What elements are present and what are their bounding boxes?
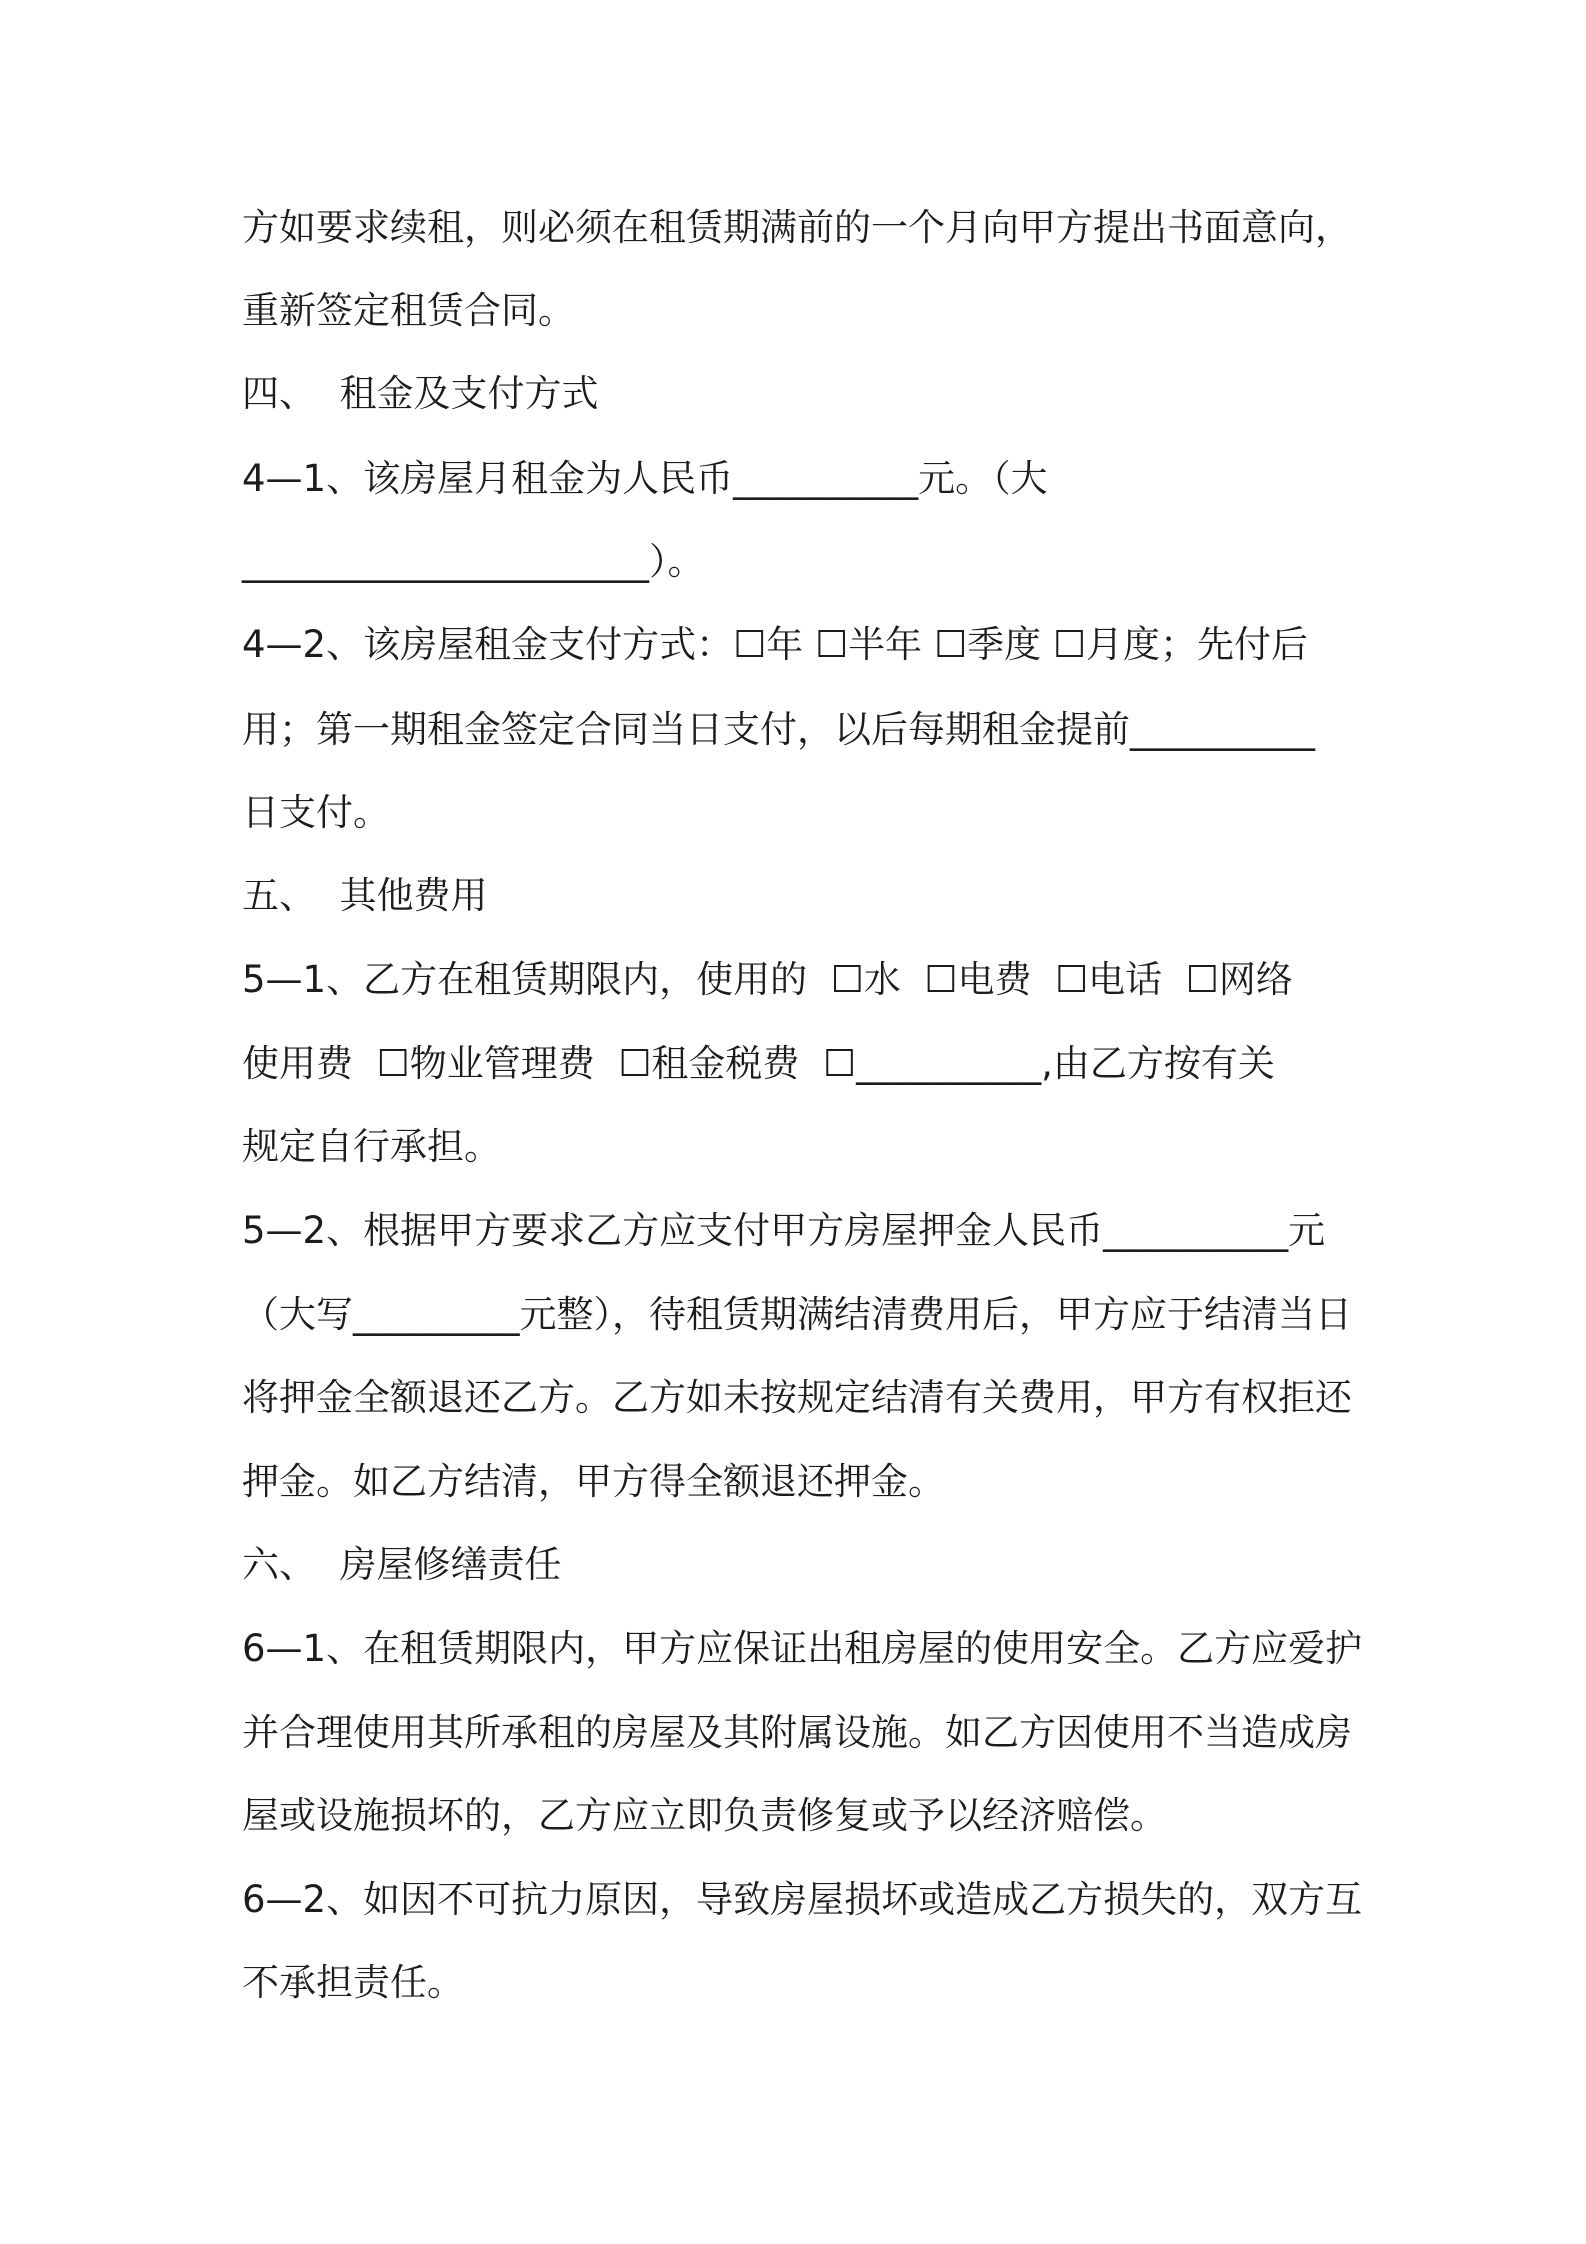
text-line: 日支付。 [242, 791, 390, 834]
text-line: 用；第一期租金签定合同当日支付，以后每期租金提前__________ [242, 708, 1315, 751]
text-line: ______________________）。 [242, 540, 705, 583]
text-line: 将押金全额退还乙方。乙方如未按规定结清有关费用，甲方有权拒还 [242, 1376, 1352, 1419]
text-line: 4—1、该房屋月租金为人民币__________元。（大 [242, 457, 1048, 500]
text-line: 押金。如乙方结清，甲方得全额退还押金。 [242, 1460, 945, 1503]
text-line: 并合理使用其所承租的房屋及其附属设施。如乙方因使用不当造成房 [242, 1711, 1352, 1754]
section-heading: 六、 房屋修缮责任 [242, 1543, 562, 1586]
text-line: 不承担责任。 [242, 1961, 464, 2004]
text-line: 规定自行承担。 [242, 1125, 501, 1168]
section-heading: 四、 租金及支付方式 [242, 372, 599, 415]
text-line: 屋或设施损坏的，乙方应立即负责修复或予以经济赔偿。 [242, 1794, 1167, 1837]
text-line: （大写_________元整），待租赁期满结清费用后，甲方应于结清当日 [242, 1293, 1352, 1336]
text-line: 5—1、乙方在租赁期限内，使用的 ☐水 ☐电费 ☐电话 ☐网络 [242, 958, 1293, 1001]
text-line: 6—2、如因不可抗力原因，导致房屋损坏或造成乙方损失的，双方互 [242, 1878, 1363, 1921]
text-line: 方如要求续租，则必须在租赁期满前的一个月向甲方提出书面意向， [242, 206, 1352, 249]
text-line: 重新签定租赁合同。 [242, 289, 575, 332]
text-line: 使用费 ☐物业管理费 ☐租金税费 ☐__________,由乙方按有关 [242, 1042, 1275, 1085]
text-line: 6—1、在租赁期限内，甲方应保证出租房屋的使用安全。乙方应爱护 [242, 1627, 1363, 1670]
text-line: 5—2、根据甲方要求乙方应支付甲方房屋押金人民币__________元 [242, 1209, 1326, 1252]
text-line: 4—2、该房屋租金支付方式：☐年 ☐半年 ☐季度 ☐月度；先付后 [242, 623, 1309, 666]
section-heading: 五、 其他费用 [242, 874, 488, 917]
